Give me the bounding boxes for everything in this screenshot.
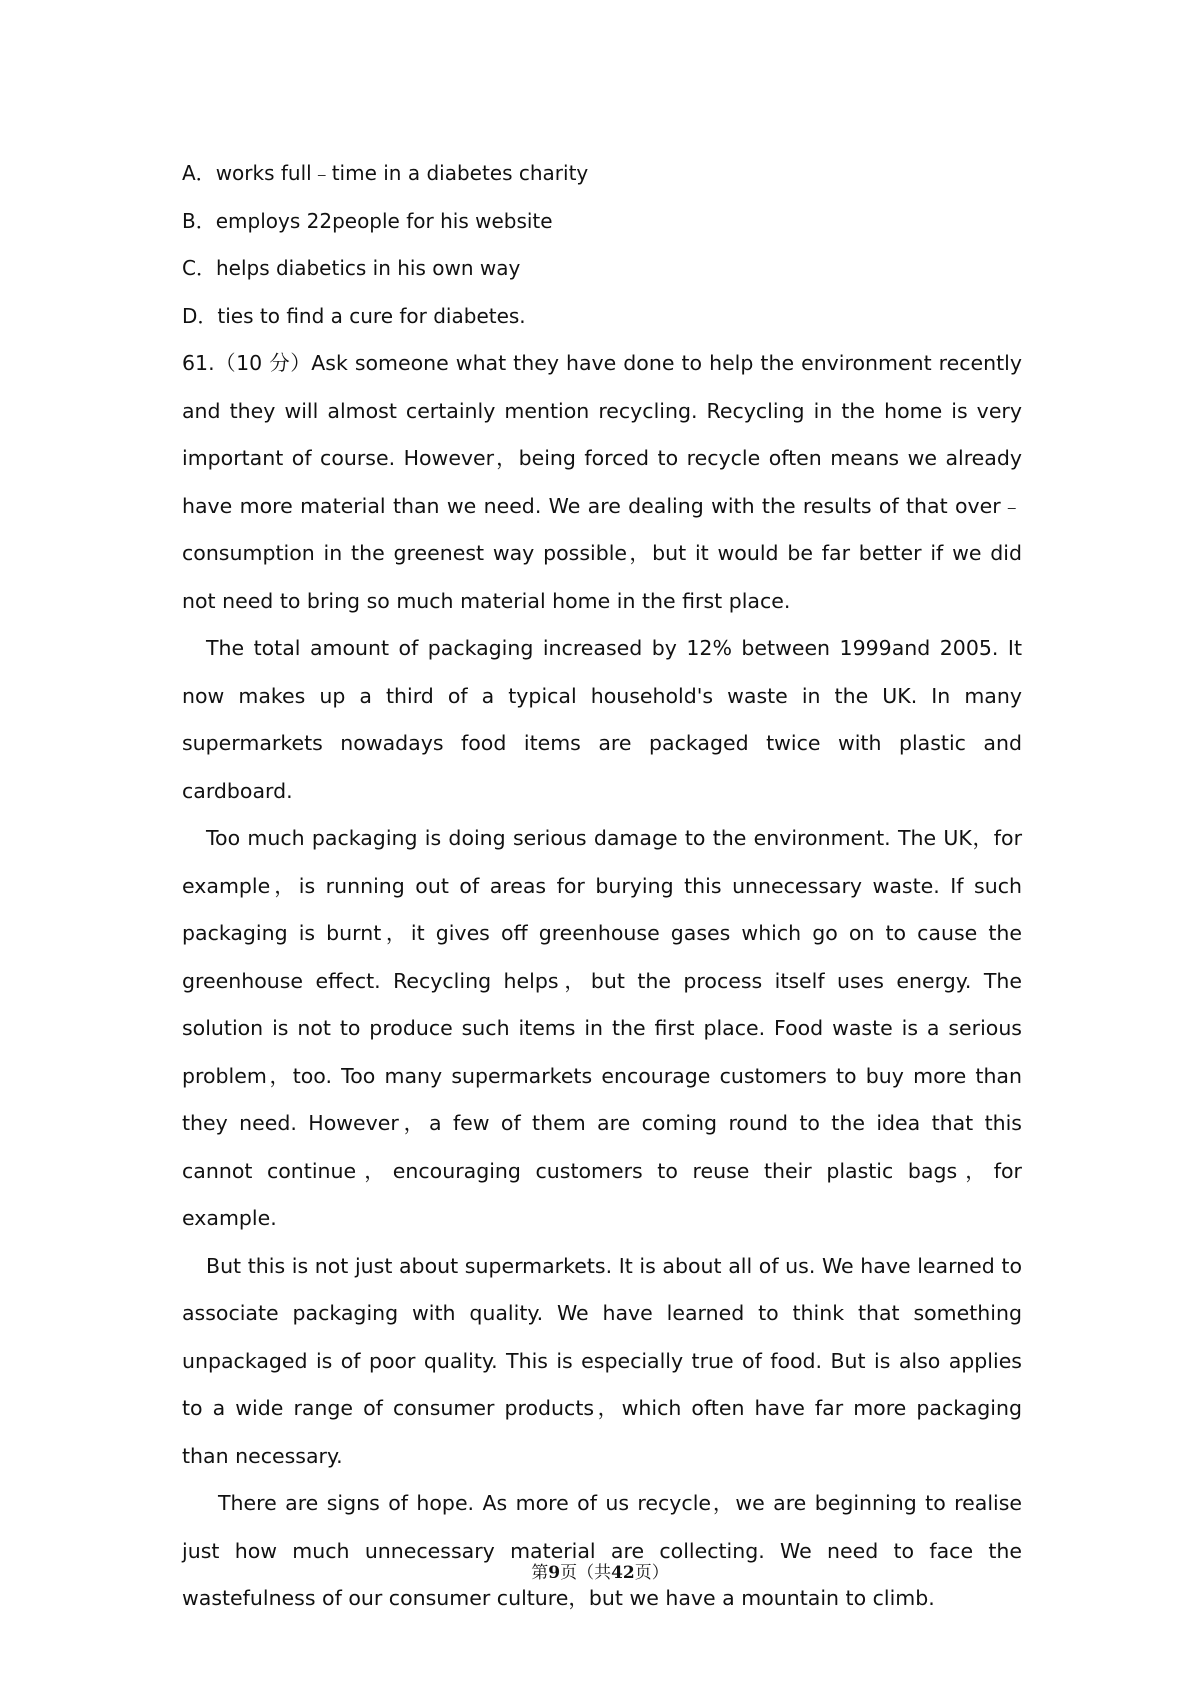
option-d xyxy=(182,293,1022,341)
option-letter: D． xyxy=(182,303,218,328)
question-score: （10 分） xyxy=(214,351,312,375)
footer-middle: 页（共 xyxy=(560,1563,612,1583)
passage-paragraph-3: Too much packaging is doing serious damage to the environment. The UK，for example，is running out of areas for burying this unnecessary waste. If such packaging is burnt，it gives off greenhouse gases which go on to cause the greenhouse effect. Recycling helps，but the process itself uses energy. The solution is not to produce such items in the first place. Food waste is a serious problem，too. Too many supermarkets encourage customers to buy more than they need. However，a few of them are coming round to the idea that this cannot continue，encouraging customers to reuse their plastic bags，for example. xyxy=(182,826,1022,1230)
option-text: works full﹣time in a diabetes charity xyxy=(215,161,589,185)
passage-paragraph-5: There are signs of hope. As more of us recycle，we are beginning to realise just how much unnecessary material are collecting. We need to face the wastefulness of our consumer culture，but we have a mountain to climb. xyxy=(182,1491,1022,1610)
reading-passage xyxy=(182,340,1022,1623)
footer-prefix: 第 xyxy=(531,1563,549,1583)
option-letter: C． xyxy=(182,256,216,280)
option-a xyxy=(182,150,1022,198)
option-b xyxy=(182,198,1022,246)
question-number: 61. xyxy=(182,351,215,375)
option-text: helps diabetics in his own way xyxy=(215,256,521,280)
option-c xyxy=(182,245,1022,293)
document-page xyxy=(182,150,1022,1623)
answer-options xyxy=(182,150,1022,340)
passage-paragraph-1 xyxy=(182,340,1022,625)
total-page-count: 42 xyxy=(611,1563,635,1583)
passage-paragraph-2: The total amount of packaging increased by 12% between 1999and 2005. It now makes up a third of a typical household's waste in the UK. In many supermarkets nowadays food items are packaged twice with plastic and cardboard. xyxy=(182,636,1022,803)
footer-suffix: 页） xyxy=(634,1563,669,1583)
option-letter: B． xyxy=(182,208,216,233)
current-page-number: 9 xyxy=(548,1563,561,1583)
paragraph-text: Ask someone what they have done to help the environment recently and they will almost certainly mention recycling. Recycling in the home is very important of course. However，being forced to recycle often means we already have more material than we need. We are dealing with the results of that over﹣consumption in the greenest way possible，but it would be far better if we did not need to bring so much material home in the first place. xyxy=(182,351,1022,613)
page-footer xyxy=(0,1558,1200,1583)
passage-paragraph-4: But this is not just about supermarkets. It is about all of us. We have learned to associate packaging with quality. We have learned to think that something unpackaged is of poor quality. This is especially true of food. But is also applies to a wide range of consumer products，which often have far more packaging than necessary. xyxy=(182,1253,1022,1468)
option-text: employs 22people for his website xyxy=(215,208,553,233)
option-text: ties to find a cure for diabetes. xyxy=(217,303,526,328)
option-letter: A． xyxy=(182,161,216,185)
